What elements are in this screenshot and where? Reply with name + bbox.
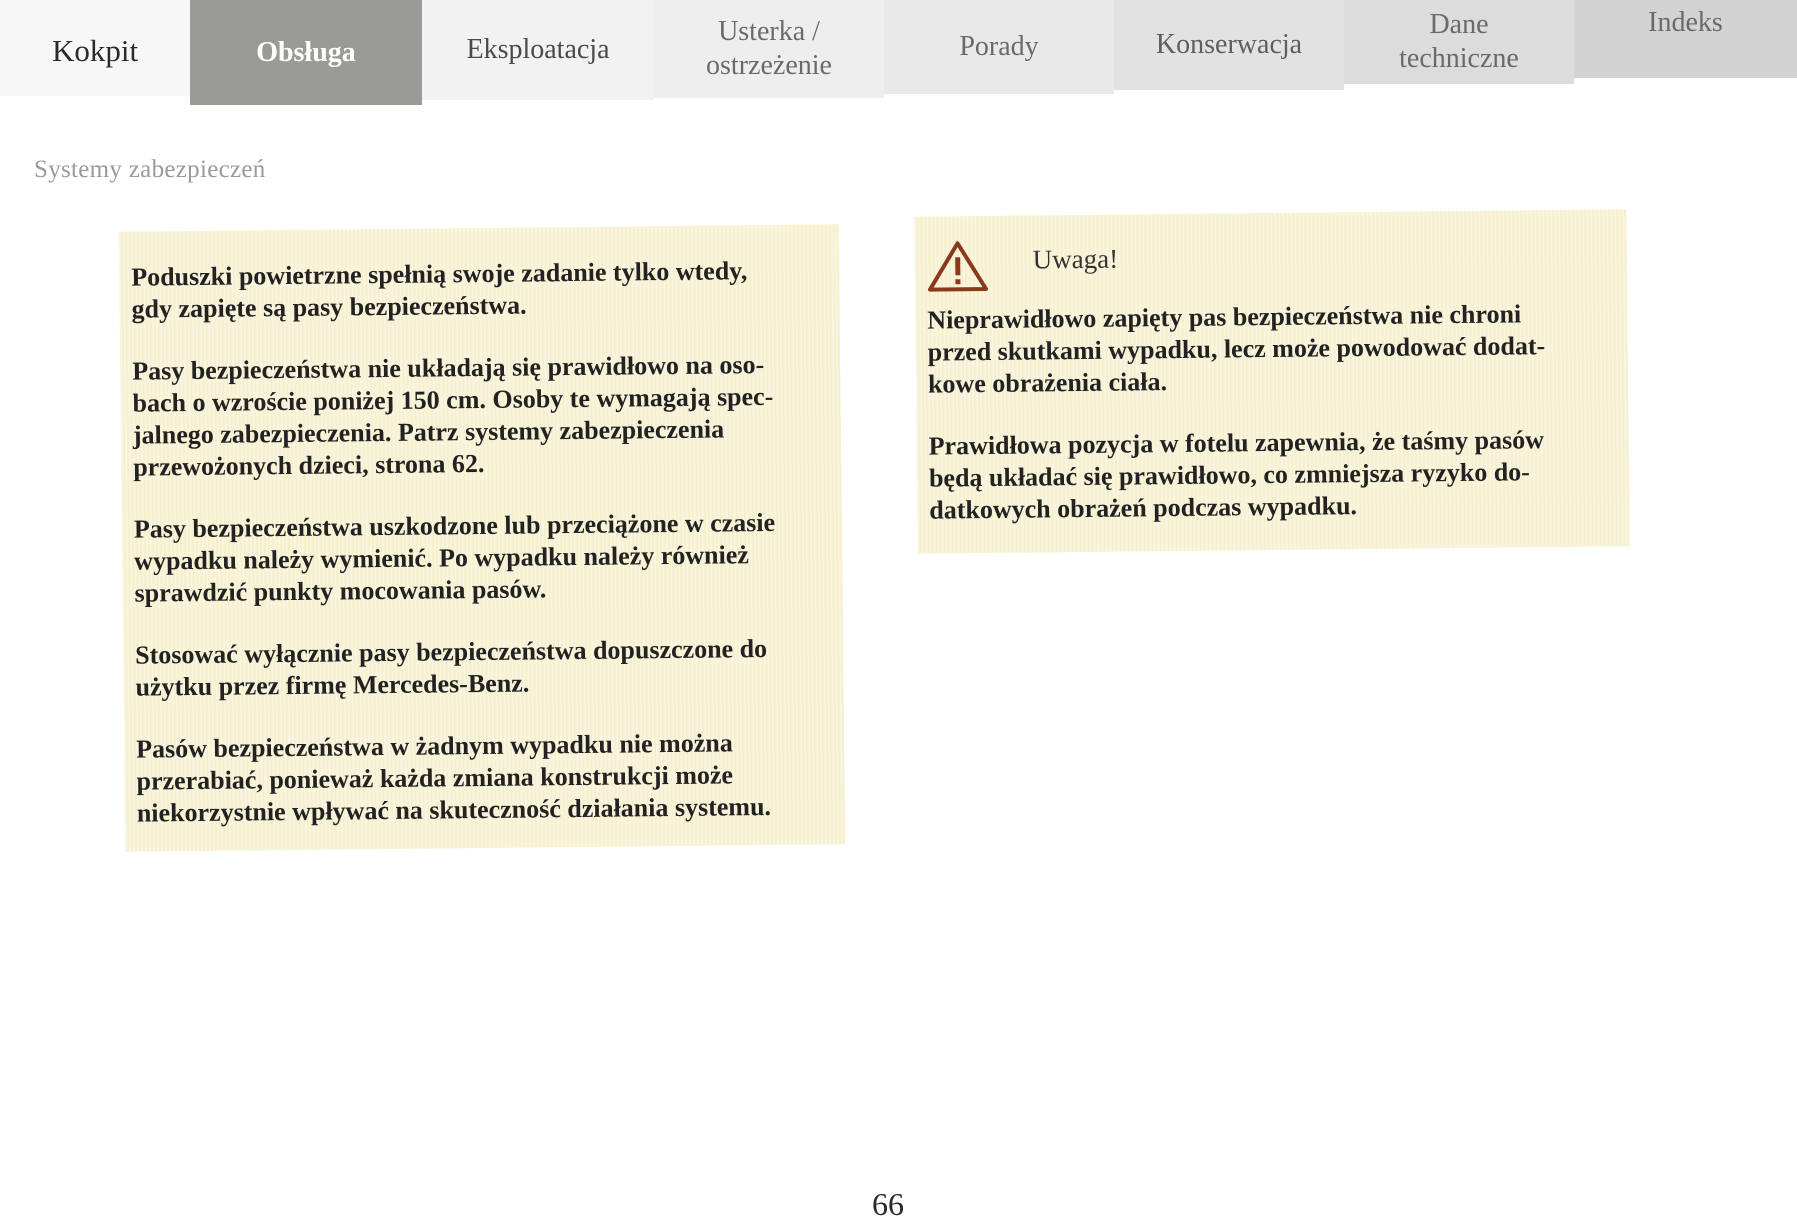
page-number: 66 xyxy=(872,1186,904,1222)
info-paragraph: Stosować wyłącznie pasy bezpieczeństwa dopuszczone do użytku przez firmę Mercedes-Benz. xyxy=(135,634,768,702)
section-title: Systemy zabezpieczeń xyxy=(34,156,266,183)
tab-label-line-1: Dane xyxy=(1429,9,1489,40)
tab-label: Porady xyxy=(959,31,1039,62)
tab-label: Kokpit xyxy=(51,33,139,68)
warning-triangle-icon xyxy=(927,240,990,293)
tab-obsluga[interactable] xyxy=(190,0,422,105)
tab-label: Eksploatacja xyxy=(466,34,610,65)
tab-kokpit[interactable] xyxy=(0,0,190,96)
tab-usterka-ostrzezenie[interactable] xyxy=(654,0,884,98)
info-paragraph: Pasów bezpieczeństwa w żadnym wypadku nie można przerabiać, ponieważ każda zmiana konstrukcji może niekorzystnie wpływać na skuteczność działania systemu. xyxy=(136,728,772,828)
tab-konserwacja[interactable] xyxy=(1114,0,1344,90)
tab-eksploatacja[interactable] xyxy=(422,0,654,100)
info-box xyxy=(119,224,845,852)
tab-label: Indeks xyxy=(1648,7,1723,38)
tab-dane-techniczne[interactable] xyxy=(1344,0,1574,84)
tab-label-line-2: ostrzeżenie xyxy=(706,50,832,81)
tab-porady[interactable] xyxy=(884,0,1114,94)
tab-label-line-1: Usterka / xyxy=(718,16,820,47)
tab-indeks[interactable] xyxy=(1574,0,1797,78)
info-paragraph: Pasy bezpieczeństwa nie układają się prawidłowo na oso- bach o wzroście poniżej 150 cm. Osoby te wymagają spec- jalnego zabezpieczenia. Patrz systemy zabezpieczenia przewożonych dzieci, strona 62. xyxy=(132,350,774,482)
tab-label: Konserwacja xyxy=(1155,29,1303,60)
warning-paragraph: Nieprawidłowo zapięty pas bezpieczeństwa nie chroni przed skutkami wypadku, lecz może powodować dodat- kowe obrażenia ciała. xyxy=(927,299,1546,399)
tab-label: Obsługa xyxy=(256,36,356,68)
warning-label: Uwaga! xyxy=(1032,243,1119,274)
info-paragraph: Pasy bezpieczeństwa uszkodzone lub przeciążone w czasie wypadku należy wymienić. Po wypadku należy również sprawdzić punkty mocowania pasów. xyxy=(133,507,776,608)
warning-paragraph: Prawidłowa pozycja w fotelu zapewnia, że taśmy pasów będą układać się prawidłowo, co zmniejsza ryzyko do- datkowych obrażeń podczas wypadku. xyxy=(928,425,1545,525)
warning-box xyxy=(914,209,1629,553)
warning-header xyxy=(926,231,1615,294)
info-paragraph: Poduszki powietrzne spełnią swoje zadanie tylko wtedy, gdy zapięte są pasy bezpieczeństwa. xyxy=(131,256,748,324)
chapter-tabs xyxy=(0,0,1797,100)
tab-label-line-2: techniczne xyxy=(1399,43,1519,74)
